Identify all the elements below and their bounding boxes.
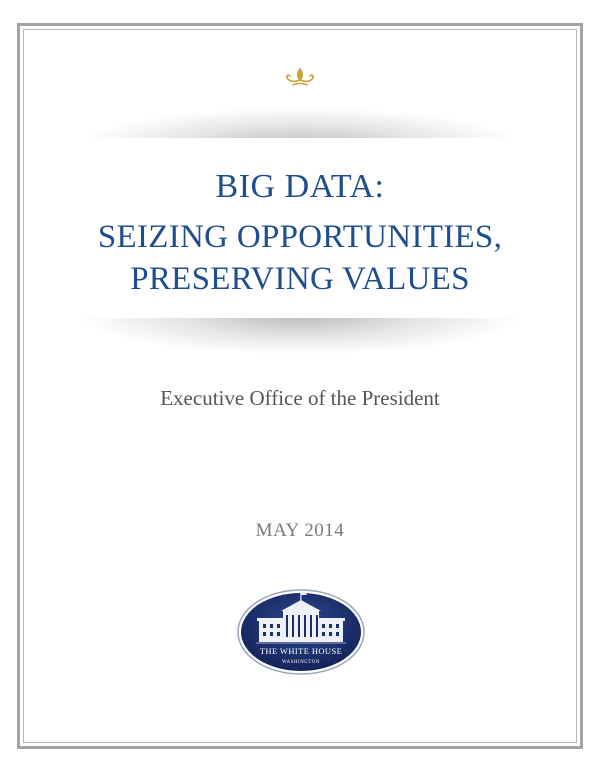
title-line-3: PRESERVING VALUES (130, 261, 470, 297)
publication-date: MAY 2014 (255, 520, 345, 541)
seal-text-main: THE WHITE HOUSE (259, 646, 343, 656)
title-line-2: SEIZING OPPORTUNITIES, (97, 219, 503, 255)
white-house-seal-icon (236, 588, 366, 676)
gold-flourish-icon (283, 66, 317, 88)
seal-text-sub: WASHINGTON (282, 660, 320, 665)
title-line-1: BIG DATA: (215, 168, 385, 205)
title-shadow-bottom (80, 314, 520, 354)
subtitle: Executive Office of the President (160, 386, 440, 410)
